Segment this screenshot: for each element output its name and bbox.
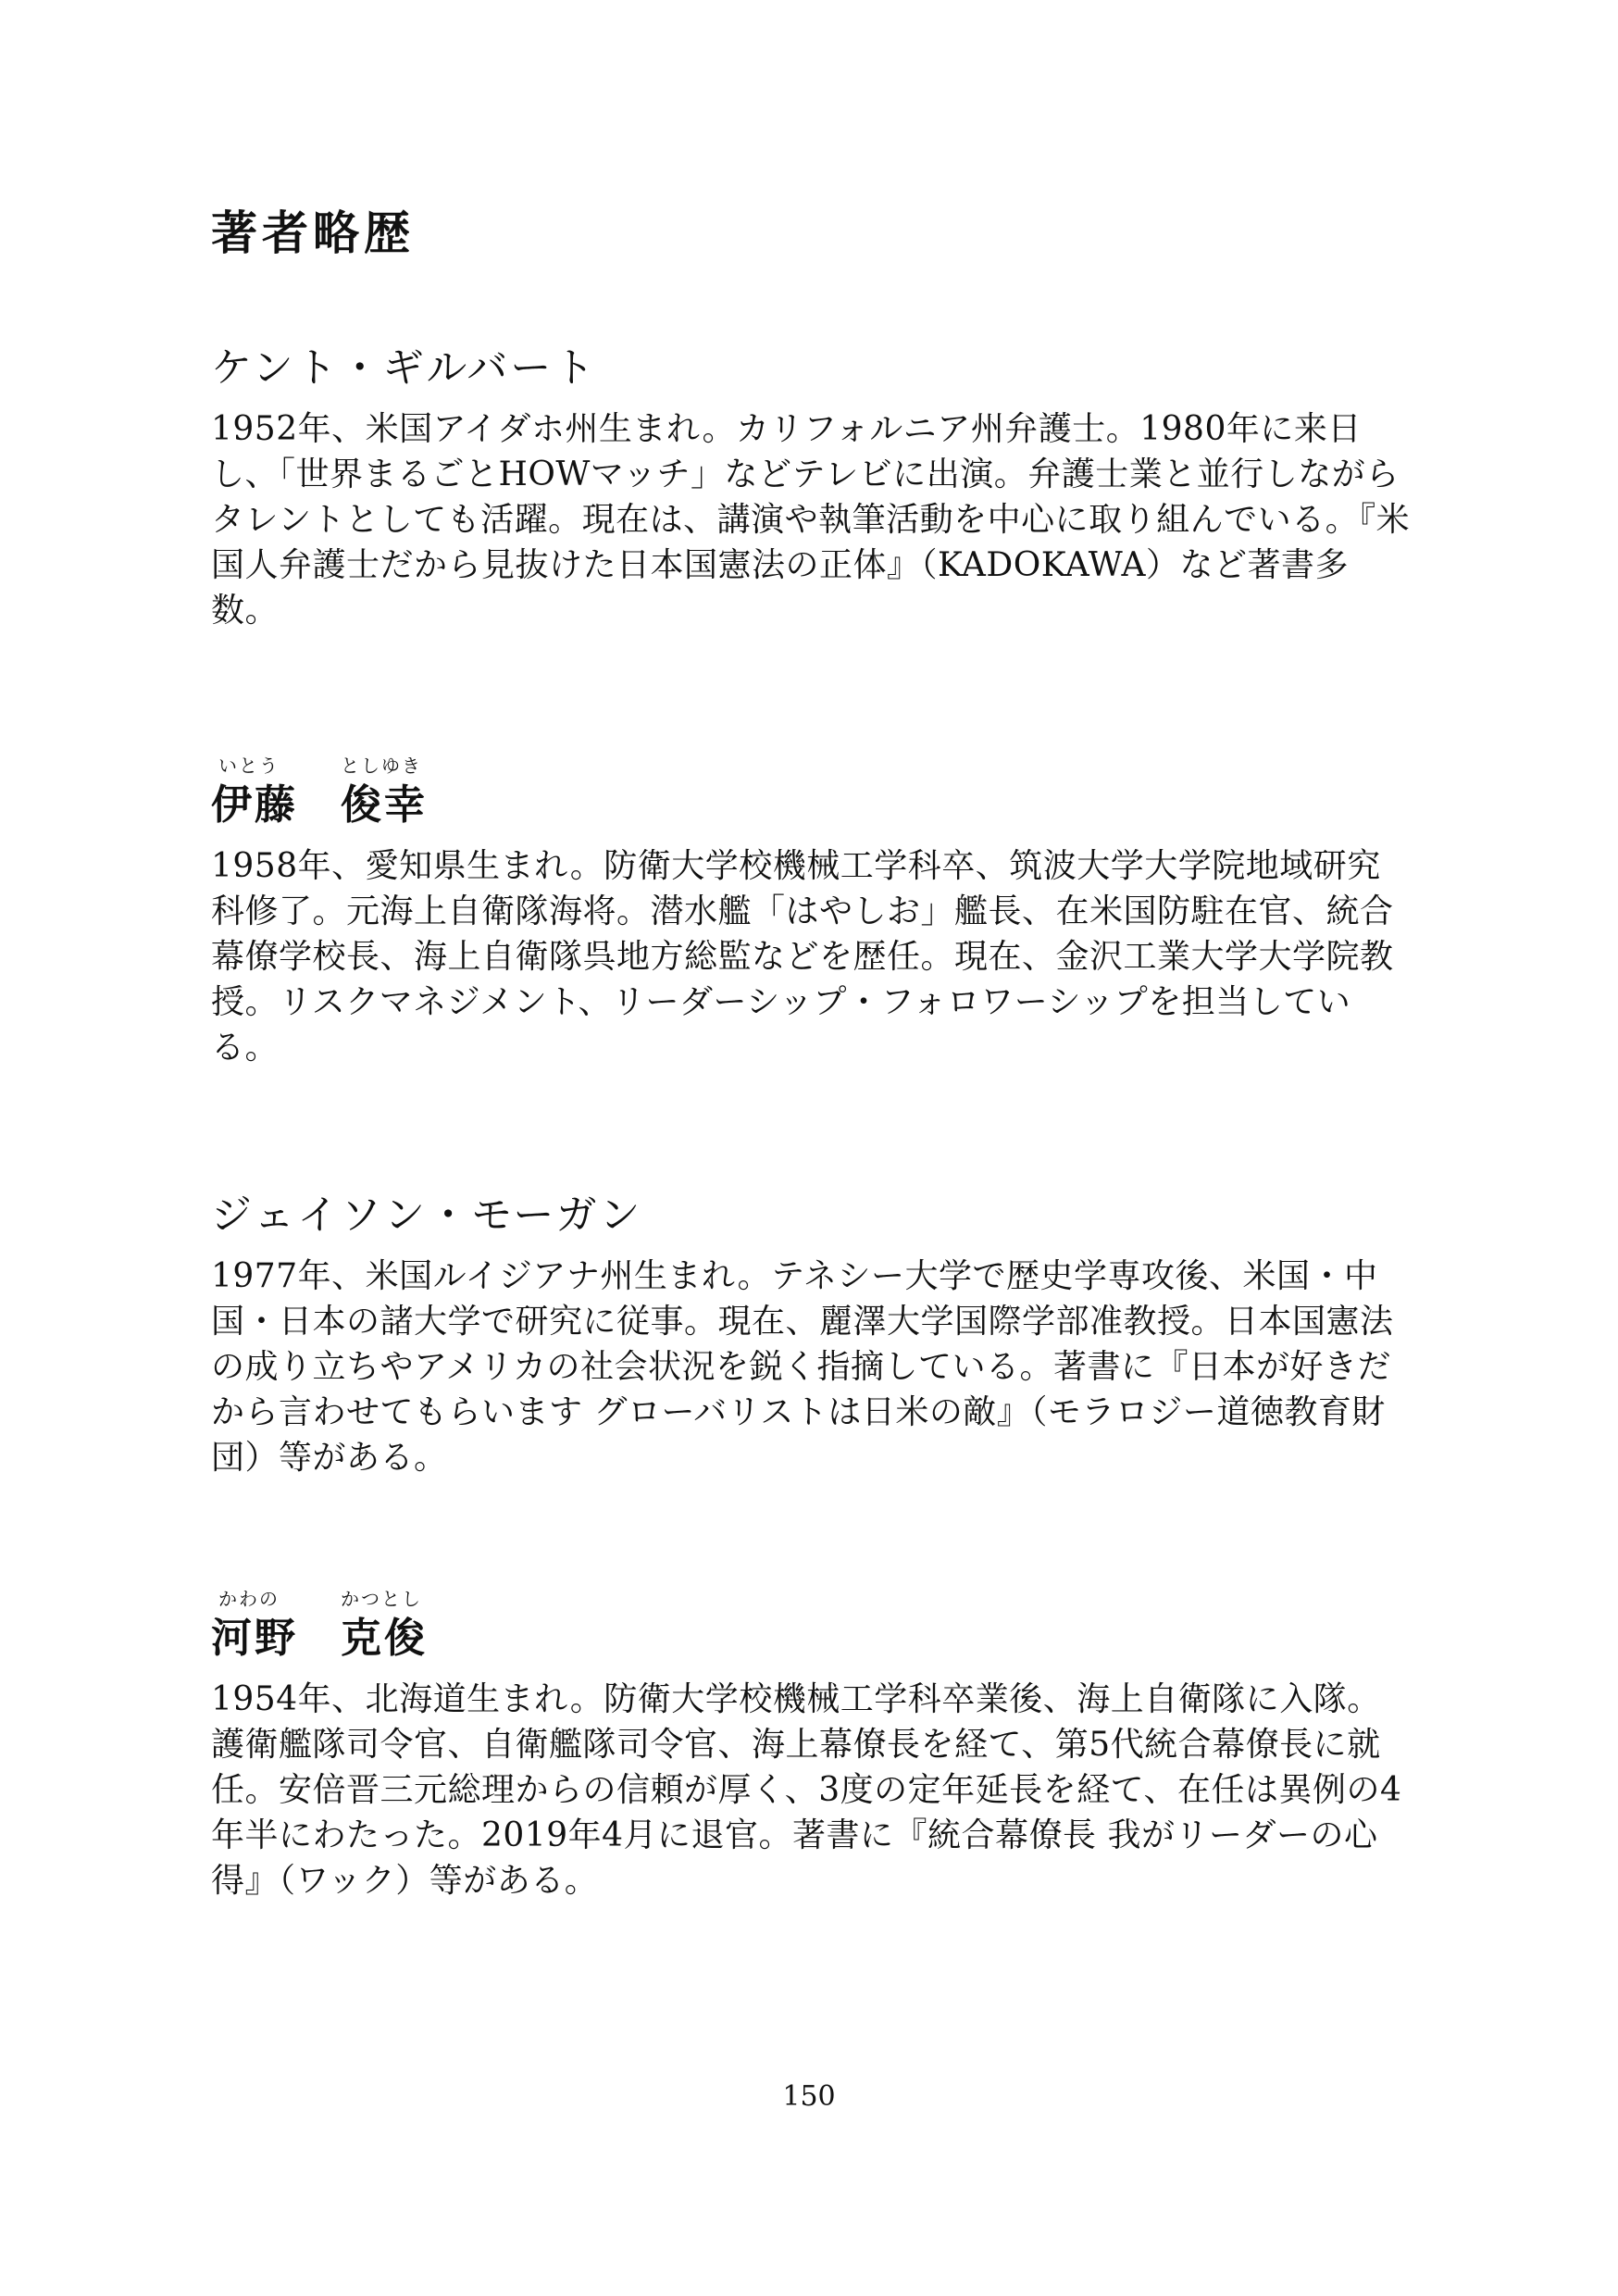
author-bio: 1954年、北海道生まれ。防衛大学校機械工学科卒業後、海上自衛隊に入隊。護衛艦隊司令官、自衛艦隊司令官、海上幕僚長を経て、第5代統合幕僚長に就任。安倍晋三元総理からの信頼が厚く、3度の定年延長を経て、在任は異例の4年半にわたった。2019年4月に退官。著書に『統合幕僚長 我がリーダーの心得』（ワック）等がある。	[211, 1680, 1402, 1900]
given-name-ruby: かつとし	[341, 1588, 422, 1610]
name-ruby	[211, 741, 1414, 780]
author-bio: 1977年、米国ルイジアナ州生まれ。テネシー大学で歴史学専攻後、米国・中国・日本の諸大学で研究に従事。現在、麗澤大学国際学部准教授。日本国憲法の成り立ちやアメリカの社会状況を鋭く指摘している。著書に『日本が好きだから言わせてもらいます グローバリストは日米の敵』（モラロジー道徳教育財団）等がある。	[211, 1257, 1394, 1477]
given-name-ruby: としゆき	[341, 755, 422, 777]
family-name: 伊藤	[211, 781, 298, 829]
author-name	[211, 1613, 1414, 1664]
author-entry-kawano	[211, 1574, 1414, 1903]
author-name: ケント・ギルバート	[211, 344, 598, 392]
author-entry-ito	[211, 741, 1414, 1070]
given-name: 俊幸	[341, 781, 428, 829]
family-name-ruby: いとう	[218, 755, 280, 777]
page-number: 150	[782, 2080, 836, 2113]
author-bio: 1958年、愛知県生まれ。防衛大学校機械工学科卒、筑波大学大学院地域研究科修了。元海上自衛隊海将。潜水艦「はやしお」艦長、在米国防駐在官、統合幕僚学校長、海上自衛隊呉地方総監などを歴任。現在、金沢工業大学大学院教授。リスクマネジメント、リーダーシップ・フォロワーシップを担当している。	[211, 847, 1394, 1067]
given-name: 克俊	[341, 1615, 428, 1662]
family-name: 河野	[211, 1615, 298, 1662]
name-ruby	[211, 1574, 1414, 1613]
family-name-ruby: かわの	[218, 1588, 280, 1610]
author-name	[211, 780, 1414, 830]
author-entry-morgan	[211, 1190, 1414, 1480]
page-title: 著者略歴	[211, 206, 415, 260]
author-entry-gilbert	[211, 343, 1414, 633]
author-bio: 1952年、米国アイダホ州生まれ。カリフォルニア州弁護士。1980年に来日し、「世界まるごとHOWマッチ」などテレビに出演。弁護士業と並行しながらタレントとしても活躍。現在は、講演や執筆活動を中心に取り組んでいる。『米国人弁護士だから見抜けた日本国憲法の正体』（KADOKAWA）など著書多数。	[211, 410, 1411, 630]
author-name: ジェイソン・モーガン	[211, 1192, 643, 1239]
